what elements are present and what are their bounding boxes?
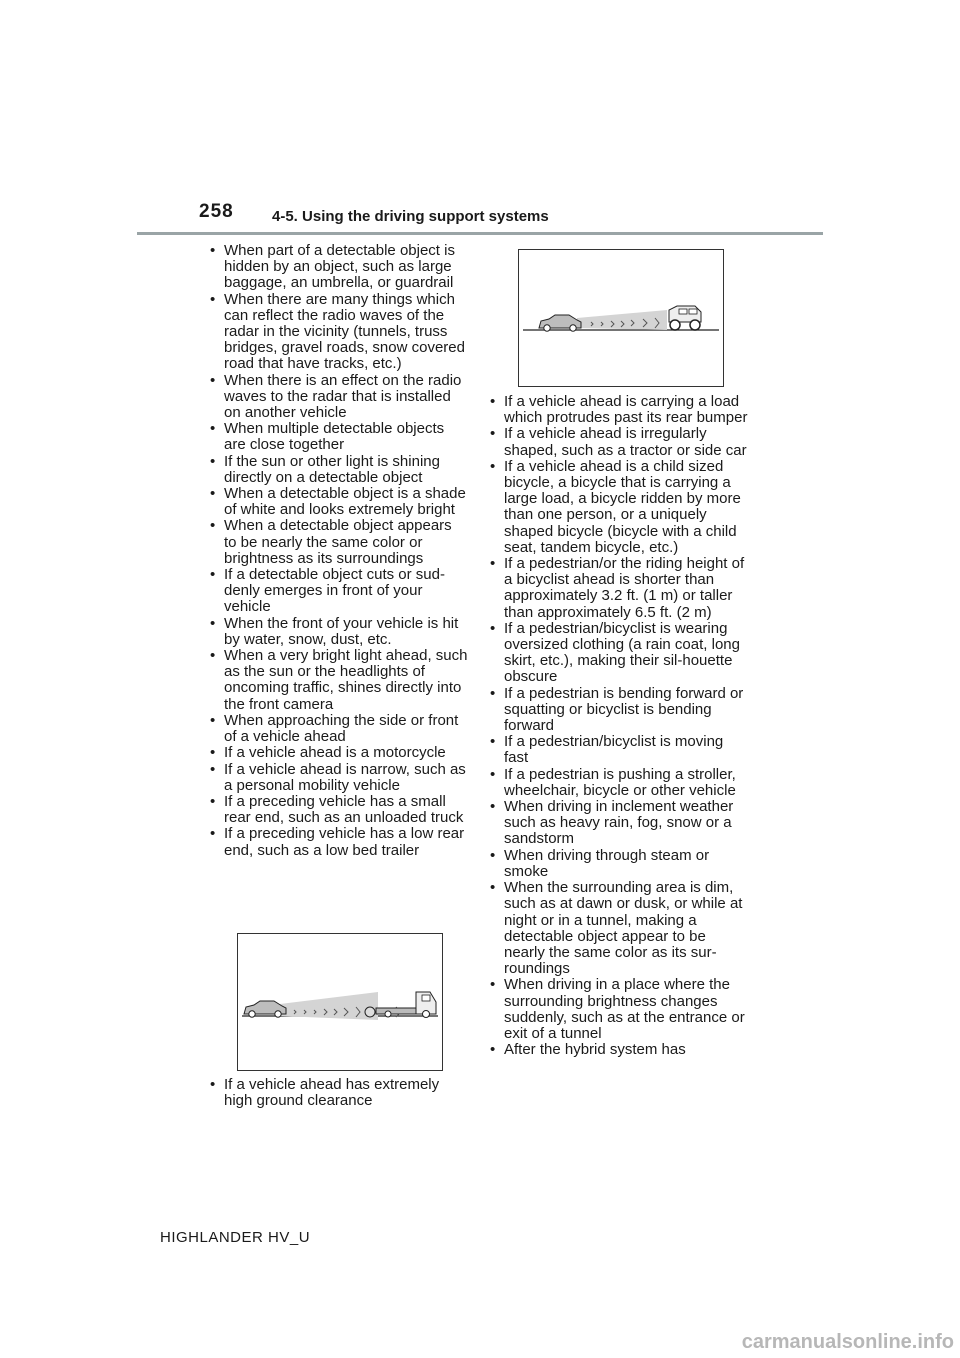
list-item: • If a pedestrian is bending forward or squatting or bicyclist is bending forward — [486, 686, 750, 735]
list-item: • If a vehicle ahead is carrying a load which protrudes past its rear bumper — [486, 394, 750, 426]
header-rule — [137, 232, 823, 235]
list-item: • When a detectable object appears to be nearly the same color or brightness as its surroundings — [206, 518, 468, 567]
list-item: • If a vehicle ahead has extremely high ground clearance — [206, 1077, 468, 1109]
low-bed-trailer-figure — [237, 933, 443, 1071]
list-item: • If a vehicle ahead is irregularly shaped, such as a tractor or side car — [486, 426, 750, 458]
list-item: • When driving through steam or smoke — [486, 848, 750, 880]
list-item: • If a vehicle ahead is a motorcycle — [206, 745, 468, 761]
car-and-low-bed-trailer-truck-icon — [238, 934, 442, 1070]
list-item: • If a vehicle ahead is a child sized bicycle, a bicycle that is carrying a large load, a bicycle ridden by more than one person, or a uniquely shaped bicycle (bicycle with a child seat, tandem bicycle, etc.) — [486, 459, 750, 556]
left-column-bottom — [206, 1077, 468, 1109]
watermark: carmanualsonline.info — [741, 1331, 954, 1353]
list-item: • When approaching the side or front of a vehicle ahead — [206, 713, 468, 745]
list-item: • If a vehicle ahead is narrow, such as a personal mobility vehicle — [206, 762, 468, 794]
list-item: • When there are many things which can reflect the radio waves of the radar in the vicinity (tunnels, truss bridges, gravel roads, snow covered road that have tracks, etc.) — [206, 292, 468, 373]
list-item: • If a preceding vehicle has a small rear end, such as an unloaded truck — [206, 794, 468, 826]
right-column — [486, 394, 750, 1058]
list-item: • If a detectable object cuts or sud-denly emerges in front of your vehicle — [206, 567, 468, 616]
list-item: • When the surrounding area is dim, such as at dawn or dusk, or while at night or in a tunnel, making a detectable object appear to be nearly the same color as its sur-roundings — [486, 880, 750, 977]
list-item: • If a pedestrian/bicyclist is moving fast — [486, 734, 750, 766]
list-item: • When a very bright light ahead, such as the sun or the headlights of oncoming traffic, shines directly into the front camera — [206, 648, 468, 713]
list-item: • If a pedestrian/or the riding height of a bicyclist ahead is shorter than approximately 3.2 ft. (1 m) or taller than approximately 6.5 ft. (2 m) — [486, 556, 750, 621]
left-column — [206, 243, 468, 859]
list-item: • When driving in a place where the surrounding brightness changes suddenly, such as at the entrance or exit of a tunnel — [486, 977, 750, 1042]
list-item: • If a pedestrian is pushing a stroller, wheelchair, bicycle or other vehicle — [486, 767, 750, 799]
list-item: • If the sun or other light is shining directly on a detectable object — [206, 454, 468, 486]
list-item: • If a preceding vehicle has a low rear end, such as a low bed trailer — [206, 826, 468, 858]
list-item: • When part of a detectable object is hidden by an object, such as large baggage, an umbrella, or guardrail — [206, 243, 468, 292]
page-number: 258 — [199, 201, 234, 222]
footer-model: HIGHLANDER HV_U — [160, 1229, 311, 1246]
list-item: • When the front of your vehicle is hit by water, snow, dust, etc. — [206, 616, 468, 648]
list-item: • If a pedestrian/bicyclist is wearing oversized clothing (a rain coat, long skirt, etc.), making their sil-houette obscure — [486, 621, 750, 686]
list-item: • When there is an effect on the radio waves to the radar that is installed on another vehicle — [206, 373, 468, 422]
car-and-high-clearance-vehicle-icon — [519, 250, 723, 386]
high-clearance-figure — [518, 249, 724, 387]
list-item: • When multiple detectable objects are close together — [206, 421, 468, 453]
section-title: 4-5. Using the driving support systems — [272, 208, 549, 225]
list-item: • When a detectable object is a shade of white and looks extremely bright — [206, 486, 468, 518]
list-item: • After the hybrid system has — [486, 1042, 750, 1058]
list-item: • When driving in inclement weather such as heavy rain, fog, snow or a sandstorm — [486, 799, 750, 848]
